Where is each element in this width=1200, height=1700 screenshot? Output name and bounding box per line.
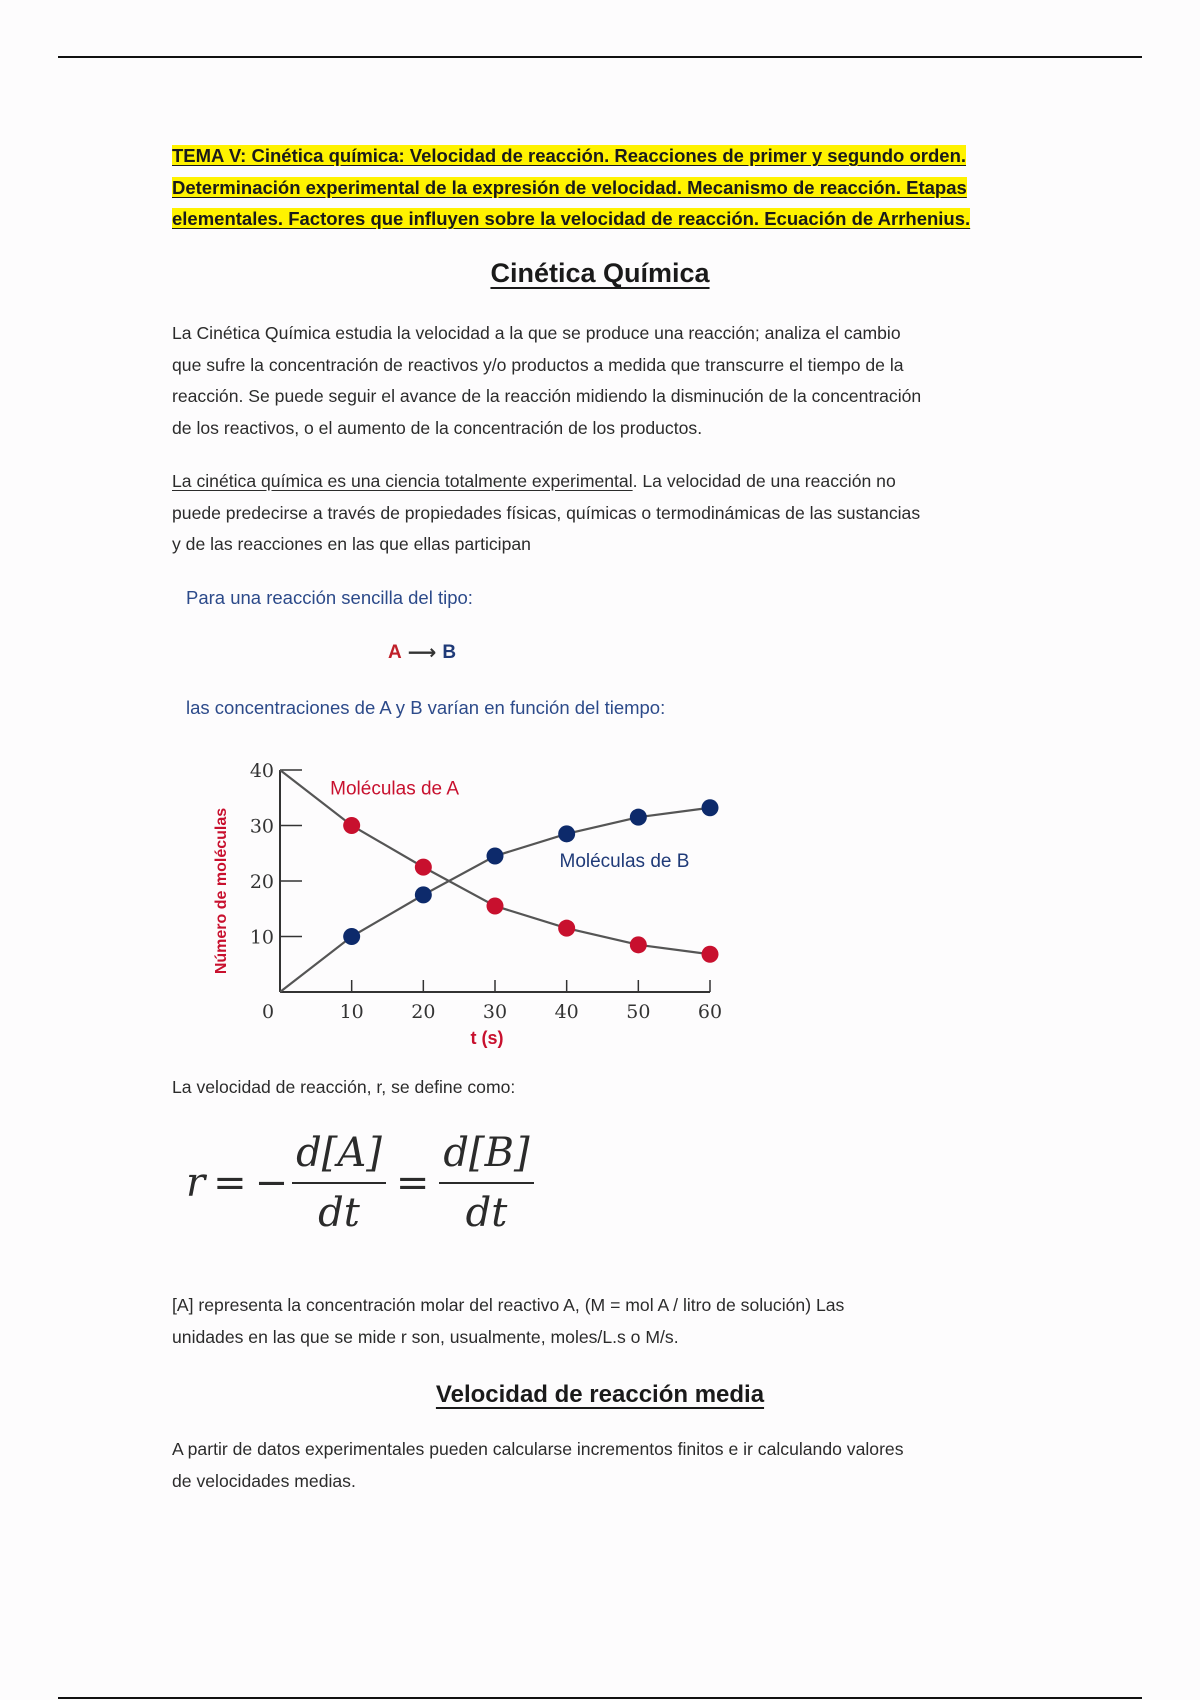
data-point-a	[558, 920, 575, 937]
intro-paragraph: La Cinética Química estudia la velocidad a la que se produce una reacción; analiza el cambio que sufre la concentración de reactivos y/o productos a medida que transcurre el tiempo de la reacción. Se puede seguir el avance de la reacción midiendo la disminución de la concentración de los reactivos, o el aumento de la concentración de los productos.	[172, 323, 922, 438]
rate-formula	[186, 1130, 538, 1236]
x-tick-label: 60	[697, 1001, 723, 1023]
page-title: Cinética Química	[490, 258, 710, 288]
x-tick-label: 50	[626, 1001, 651, 1023]
topic-line-1: TEMA V: Cinética química: Velocidad de reacción. Reacciones de primer y segundo orden.	[172, 145, 967, 166]
data-point-a	[702, 946, 719, 963]
y-tick-label: 40	[249, 760, 274, 782]
rate-definition: La velocidad de reacción, r, se define como:	[172, 1077, 516, 1097]
experimental-emphasis: La cinética química es una ciencia totalmente experimental	[172, 471, 633, 491]
formula-minus: −	[254, 1160, 289, 1206]
top-rule	[58, 56, 1142, 58]
figure-caption-top: Para una reacción sencilla del tipo:	[186, 587, 473, 608]
y-axis-label: Número de moléculas	[213, 807, 230, 975]
reaction-arrow: ⟶	[407, 642, 437, 664]
reaction-equation	[388, 640, 456, 665]
topic-line-2: Determinación experimental de la expresión de velocidad. Mecanismo de reacción. Etapas	[172, 176, 967, 198]
topic-header	[172, 140, 1032, 235]
x-tick-label: 10	[339, 1001, 364, 1023]
fraction-a-numerator: d[A]	[292, 1130, 386, 1184]
data-point-a	[630, 936, 647, 953]
formula-equals-2: =	[395, 1160, 430, 1206]
fraction-a-denominator: dt	[318, 1190, 360, 1236]
x-tick-label: 0	[261, 1001, 275, 1023]
legend-a: Moléculas de A	[330, 778, 460, 800]
formula-equals-1: =	[213, 1160, 247, 1206]
average-rate-paragraph: A partir de datos experimentales pueden calcularse incrementos finitos e ir calculando valores de velocidades medias.	[172, 1439, 904, 1491]
data-point-b	[487, 848, 504, 865]
x-tick-label: 20	[411, 1001, 436, 1023]
concentration-chart	[190, 752, 750, 1072]
data-point-a	[487, 897, 504, 914]
units-paragraph: [A] representa la concentración molar del reactivo A, (M = mol A / litro de solución) Las unidades en las que se mide r son, usualmente, moles/L.s o M/s.	[172, 1295, 845, 1347]
section-title-average-rate: Velocidad de reacción media	[435, 1381, 765, 1408]
fraction-b	[439, 1130, 533, 1236]
fraction-b-denominator: dt	[465, 1190, 508, 1236]
y-tick-label: 20	[249, 871, 274, 893]
figure-caption-bottom: las concentraciones de A y B varían en función del tiempo:	[186, 697, 666, 718]
data-point-b	[415, 886, 432, 903]
x-tick-label: 30	[482, 1001, 508, 1023]
legend-b: Moléculas de B	[559, 851, 690, 873]
fraction-b-numerator: d[B]	[439, 1130, 533, 1184]
topic-line-3: elementales. Factores que influyen sobre la velocidad de reacción. Ecuación de Arrhenius.	[172, 208, 971, 229]
formula-lhs: r	[186, 1160, 206, 1206]
y-tick-label: 10	[249, 926, 274, 949]
reactant-label: A	[388, 641, 402, 663]
y-tick-label: 30	[249, 815, 274, 838]
data-point-a	[415, 859, 432, 876]
data-point-a	[343, 817, 360, 834]
data-point-b	[343, 928, 360, 945]
data-point-b	[702, 799, 719, 816]
data-point-b	[558, 825, 575, 842]
x-tick-label: 40	[554, 1001, 579, 1023]
fraction-a	[292, 1130, 386, 1236]
x-axis-label: t (s)	[470, 1028, 504, 1048]
experimental-paragraph: La cinética química es una ciencia totalmente experimental. La velocidad de una reacción no puede predecirse a través de propiedades físicas, químicas o termodinámicas de las sustancias y de las reacciones en las que ellas participan	[172, 471, 921, 554]
data-point-b	[630, 809, 647, 826]
bottom-rule	[58, 1697, 1142, 1699]
product-label: B	[442, 641, 457, 663]
